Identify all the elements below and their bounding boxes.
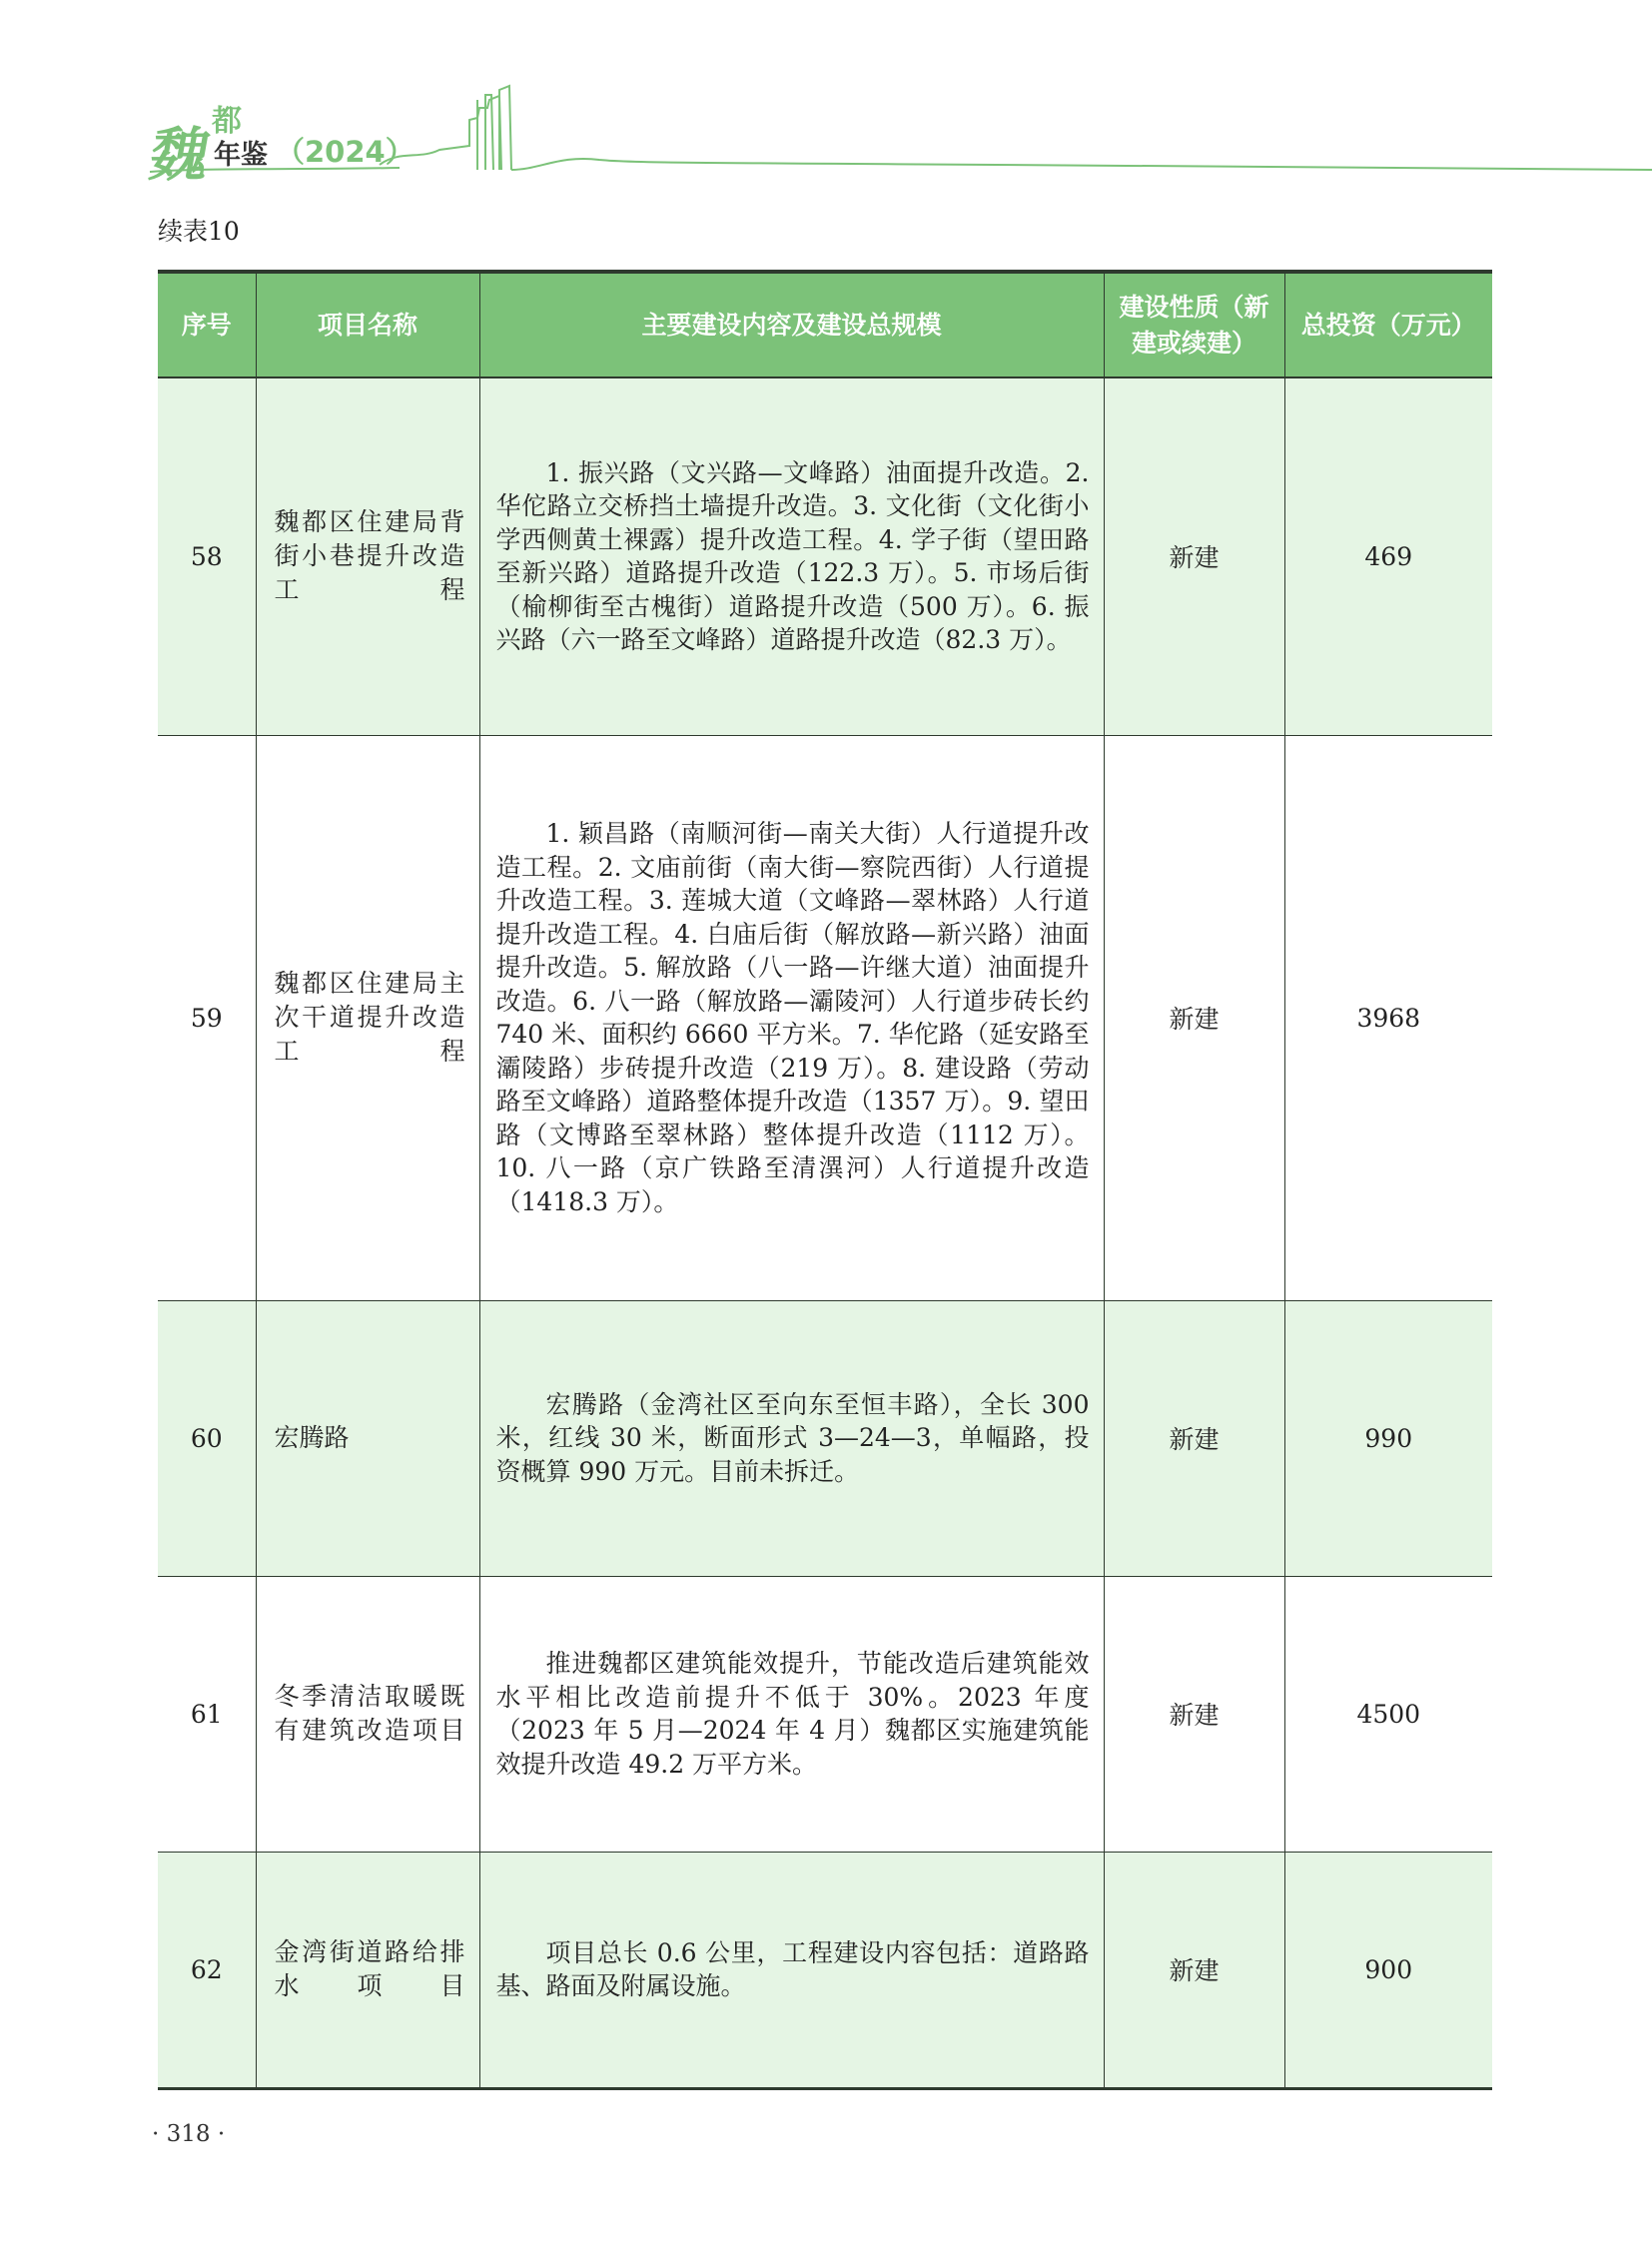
construction-nature: 新建 [1104,377,1284,735]
row-number: 58 [158,377,256,735]
row-number: 61 [158,1576,256,1852]
page-number: · 318 · [152,2121,226,2147]
project-content-text: 1. 颖昌路（南顺河街—南关大街）人行道提升改造工程。2. 文庙前街（南大街—察院西街）人行道提升改造工程。3. 莲城大道（文峰路—翠林路）人行道提升改造工程。4. 白庙后街（解放路—新兴路）油面提升改造。5. 解放路（八一路—许继大道）油面提升改造。6. 八一路（解放路—灞陵河）人行道步砖长约 740 米、面积约 6660 平方米。7. 华佗路（延安路至灞陵路）步砖提升改造（219 万）。8. 建设路（劳动路至文峰路）道路整体提升改造（1357 万）。9. 望田路（文博路至翠林路）整体提升改造（1112 万）。10. 八一路（京广铁路至清潩河）人行道提升改造（1418.3 万）。 [495,819,1090,1216]
project-name: 魏都区住建局背街小巷提升改造工程 [256,377,479,735]
table-row [158,1576,1492,1852]
project-content [479,735,1104,1300]
construction-nature: 新建 [1104,1576,1284,1852]
project-content [479,377,1104,735]
total-investment: 990 [1284,1300,1492,1576]
brand-subtitle: 年鉴 [214,140,268,171]
project-content [479,1852,1104,2088]
project-content [479,1300,1104,1576]
total-investment: 900 [1284,1852,1492,2088]
project-content-text: 1. 振兴路（文兴路—文峰路）油面提升改造。2. 华佗路立交桥挡土墙提升改造。3. 文化街（文化街小学西侧黄土裸露）提升改造工程。4. 学子街（望田路至新兴路）道路提升改造（122.3 万）。5. 市场后街（榆柳街至古槐街）道路提升改造（500 万）。6. 振兴路（六一路至文峰路）道路提升改造（82.3 万）。 [495,457,1090,655]
column-header-name: 项目名称 [256,272,479,377]
brand-logo-second: 都 [212,104,242,139]
table-caption: 续表10 [158,217,240,246]
column-header-content: 主要建设内容及建设总规模 [479,272,1104,377]
project-content-text: 宏腾路（金湾社区至向东至恒丰路），全长 300 米，红线 30 米，断面形式 3—24—3，单幅路，投资概算 990 万元。目前未拆迁。 [495,1389,1090,1486]
total-investment: 4500 [1284,1576,1492,1852]
project-content-text: 项目总长 0.6 公里，工程建设内容包括：道路路基、路面及附属设施。 [495,1937,1090,2000]
brand-year: （2024） [276,135,414,169]
total-investment: 469 [1284,377,1492,735]
table-row [158,1300,1492,1576]
column-header-investment: 总投资（万元） [1284,272,1492,377]
project-content-text: 推进魏都区建筑能效提升，节能改造后建筑能效水平相比改造前提升不低于 30%。2023 年度（2023 年 5 月—2024 年 4 月）魏都区实施建筑能效提升改造 49.2 万平方米。 [495,1649,1090,1779]
table-row [158,735,1492,1300]
column-header-no: 序号 [158,272,256,377]
project-content [479,1576,1104,1852]
project-name: 金湾街道路给排水项目 [256,1852,479,2088]
construction-nature: 新建 [1104,1852,1284,2088]
table-row [158,377,1492,735]
project-name: 魏都区住建局主次干道提升改造工程 [256,735,479,1300]
project-name: 宏腾路 [256,1300,479,1576]
table-row [158,1852,1492,2088]
table-header-row [158,272,1492,377]
brand-logo-main: 魏 [145,121,214,189]
row-number: 59 [158,735,256,1300]
row-number: 62 [158,1852,256,2088]
page-header [0,0,1652,200]
construction-nature: 新建 [1104,735,1284,1300]
construction-nature: 新建 [1104,1300,1284,1576]
column-header-nature: 建设性质（新建或续建） [1104,272,1284,377]
total-investment: 3968 [1284,735,1492,1300]
row-number: 60 [158,1300,256,1576]
project-table [158,270,1492,2090]
project-name: 冬季清洁取暖既有建筑改造项目 [256,1576,479,1852]
